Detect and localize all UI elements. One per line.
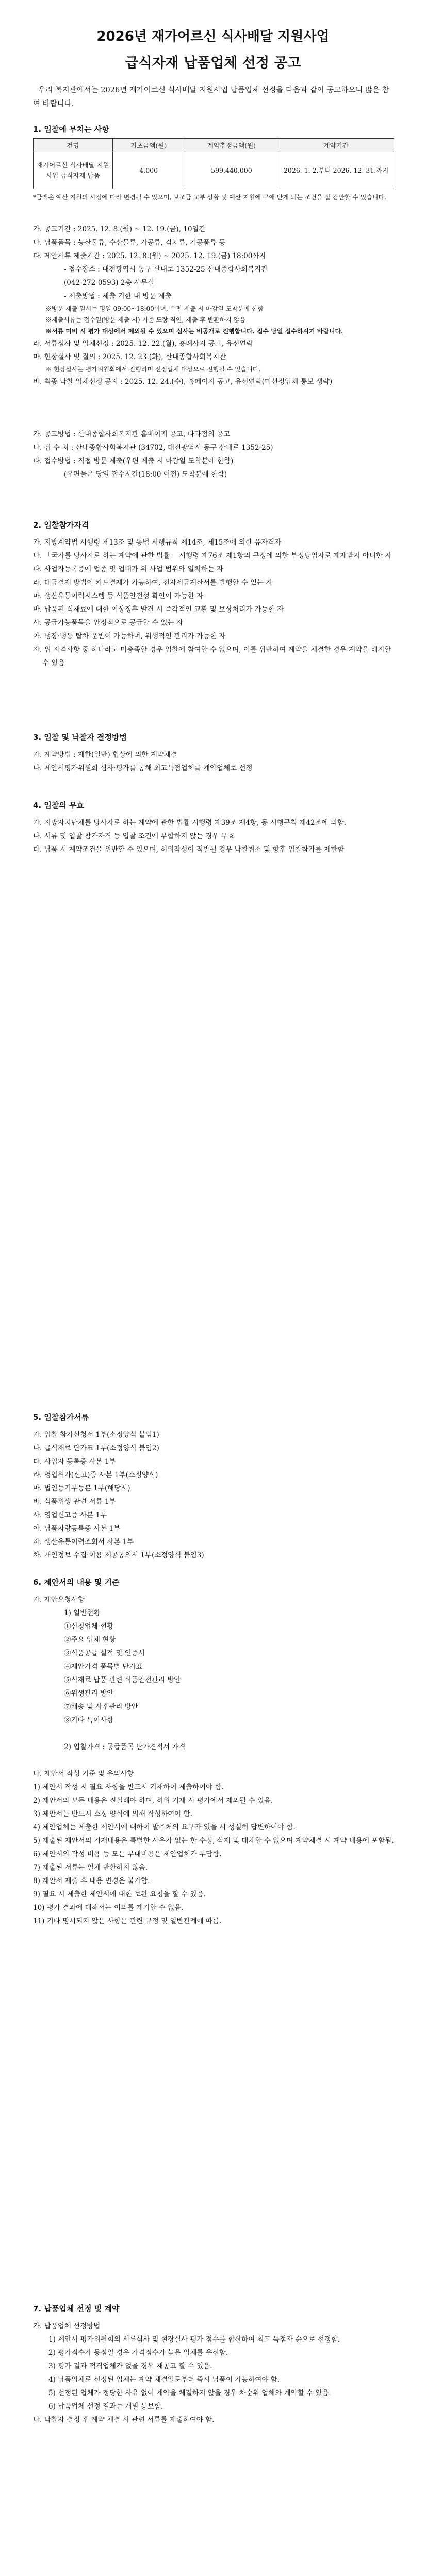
list-item: 마. 법인등기부등본 1부(해당시)	[33, 1484, 130, 1493]
list-item: 7) 제출된 서류는 일체 반환하지 않음.	[33, 1863, 148, 1872]
list-item: 나. 제안서평가위원회 심사·평가를 통해 최고득점업체를 계약업체로 선정	[33, 764, 253, 772]
list-note: ※ 현장실사는 평가위원회에서 진행하며 선정업체 대상으로 진행될 수 있습니다.	[45, 366, 261, 373]
list-item: 가. 입찰 참가신청서 1부(소정양식 붙임1)	[33, 1431, 159, 1439]
table-row	[34, 152, 394, 189]
section-8-heading: 7. 납품업체 선정 및 계약	[33, 2304, 120, 2313]
table-header-est: 계약추정금액(원)	[185, 139, 278, 152]
list-item: 3) 제안서는 반드시 소정 양식에 의해 작성하여야 함.	[33, 1810, 193, 1818]
table-header-period: 계약기간	[278, 139, 394, 152]
cell-base-amount: 4,000	[112, 152, 185, 189]
section-7-heading: 6. 제안서의 내용 및 기준	[33, 1578, 120, 1587]
section-8-body	[33, 2319, 394, 2427]
list-item: ⑥위생관리 방안	[64, 1689, 114, 1698]
list-item: 바. 최종 낙찰 업체선정 공지 : 2025. 12. 24.(수), 홈페이지 공고, 유선연락(미선정업체 통보 생략)	[33, 378, 333, 386]
list-note: ※제출서류는 접수일(방문 제출 시) 기준 도장 직인, 제출 후 반환하지 않음	[45, 316, 245, 324]
list-item: (042-272-0593) 2층 사무실	[64, 279, 154, 287]
list-item: 가. 공고방법 : 산내종합사회복지관 홈페이지 공고, 다과점의 공고	[33, 430, 231, 438]
list-item: 가. 계약방법 : 제한(일반) 협상에 의한 계약체결	[33, 751, 177, 759]
list-item: ⑦배송 및 사후관리 방안	[64, 1703, 138, 1711]
list-item: 라. 서류심사 및 업체선정 : 2025. 12. 22.(월), 흥례사지 공고, 유선연락	[33, 340, 253, 348]
list-item: 다. 접수방법 : 직접 방문 제출(우편 제출 시 마감일 도착분에 한함)	[33, 457, 234, 465]
section-6-body	[33, 1428, 394, 1562]
list-item: 자. 생산유통이력조회서 사본 1부	[33, 1538, 134, 1546]
list-item: 나. 서류 및 입찰 참가자격 등 입찰 조건에 부합하지 않는 경우 무효	[33, 832, 235, 840]
list-item: 나. 급식재료 단가표 1부(소정양식 붙임2)	[33, 1444, 159, 1452]
section-4-heading: 3. 입찰 및 낙찰자 결정방법	[33, 733, 127, 742]
list-item: 나. 접 수 처 : 산내종합사회복지관 (34702, 대전광역시 동구 산내로 1352-25)	[33, 444, 273, 452]
list-item: 가. 납품업체 선정방법	[33, 2322, 101, 2330]
list-item: - 제출방법 : 제출 기한 내 방문 제출	[64, 292, 172, 300]
cell-name: 재가어르신 식사배달 지원사업 급식자재 납품	[34, 152, 113, 189]
cell-period: 2026. 1. 2.부터 2026. 12. 31.까지	[278, 152, 394, 189]
list-item: 가. 지방자치단체를 당사자로 하는 계약에 관한 법률 시행령 제39조 제4항, 동 시행규칙 제42조에 의함.	[33, 819, 347, 827]
title-line-1: 2026년 재가어르신 식사배달 지원사업	[96, 29, 330, 44]
list-item: 다. 납품 시 계약조건을 위반할 수 있으며, 허위작성이 적발될 경우 낙찰취소 및 향후 입찰참가를 제한함	[33, 845, 345, 854]
list-item: 9) 필요 시 제출한 제안서에 대한 보완 요청을 할 수 있음.	[33, 1890, 206, 1899]
list-item: 라. 대금결제 방법이 카드결제가 가능하여, 전자세금계산서를 발행할 수 있는 자	[33, 579, 273, 587]
cell-est-amount: 599,440,000	[185, 152, 278, 189]
section-5-heading: 4. 입찰의 무효	[33, 801, 85, 810]
list-item: (우편물은 당일 접수시간(18:00 이전) 도착분에 한함)	[64, 470, 227, 479]
list-item: 차. 개인정보 수집·이용 제공동의서 1부(소정양식 붙임3)	[33, 1551, 204, 1560]
list-item: 11) 기타 명시되지 않은 사항은 관련 규정 및 일반관례에 따름.	[33, 1917, 222, 1925]
list-item: ⑤식재료 납품 관련 식품안전관리 방안	[64, 1676, 181, 1684]
list-item: 5) 제출된 제안서의 기재내용은 특별한 사유가 없는 한 수정, 삭제 및 대체할 수 없으며 계약체결 시 계약 내용에 포함됨.	[33, 1837, 394, 1845]
list-item: 라. 영업허가(신고)증 사본 1부(소정양식)	[33, 1471, 158, 1479]
table-header-row	[34, 139, 394, 152]
list-item: ④제안가격 품목별 단가표	[64, 1663, 143, 1671]
list-item: 나. 납품품목 : 농산물류, 수산물류, 가공류, 김치류, 기공품류 등	[33, 239, 226, 247]
list-item: 5) 선정된 업체가 정당한 사유 없이 계약을 체결하지 않을 경우 차순위 업체와 계약할 수 있음.	[48, 2389, 331, 2397]
list-item: 4) 납품업체로 선정된 업체는 계약 체결일로부터 즉시 납품이 가능하여야 함.	[48, 2376, 280, 2384]
list-item: 2) 평가점수가 동점일 경우 가격점수가 높은 업체를 우선함.	[48, 2349, 228, 2357]
list-note: ※방문 제출 일시는 평일 09:00~18:00이며, 우편 제출 시 마감일 도착분에 한함	[45, 305, 264, 312]
list-note-emphasis: ※서류 미비 시 평가 대상에서 제외될 수 있으며 심사는 비공개로 진행합니다. 접수 당일 접수하시기 바랍니다.	[45, 328, 343, 335]
list-item: 가. 지방계약법 시행령 제13조 및 동법 시행규칙 제14조, 제15조에 의한 유자격자	[33, 538, 282, 547]
section-3-body	[33, 536, 394, 670]
table-header-base: 기초금액(원)	[112, 139, 185, 152]
list-item: 6) 납품업체 선정 결과는 개별 통보함.	[48, 2402, 163, 2411]
list-item: ②주요 업체 현황	[64, 1636, 116, 1644]
list-item: 나. 낙찰자 결정 후 계약 체결 시 관련 서류를 제출하여야 함.	[33, 2416, 215, 2424]
list-item: 4) 제안업체는 제출한 제안서에 대하여 발주처의 요구가 있을 시 성실히 답변하여야 함.	[33, 1823, 296, 1832]
section-1-body	[33, 223, 394, 388]
list-item: 사. 영업신고증 사본 1부	[33, 1511, 107, 1519]
list-item: 1) 일반현황	[64, 1609, 101, 1617]
list-item: 10) 평가 결과에 대해서는 이의를 제기할 수 없음.	[33, 1904, 184, 1912]
list-item: 바. 식품위생 관련 서류 1부	[33, 1498, 116, 1506]
title-line-2: 급식자재 납품업체 선정 공고	[125, 55, 301, 71]
list-item: 다. 사업자 등록증 사본 1부	[33, 1458, 116, 1466]
list-item: 마. 생산유통이력시스템 등 식품안전성 확인이 가능한 자	[33, 592, 203, 600]
list-item: 자. 위 자격사항 중 하나라도 미충족할 경우 입찰에 참여할 수 없으며, 이를 위반하여 계약을 체결한 경우 계약을 해지할 수 있음	[33, 646, 391, 667]
list-item: 아. 냉장·냉동 탑차 운반이 가능하며, 위생적인 관리가 가능한 자	[33, 632, 226, 640]
list-item: 아. 납품차량등록증 사본 1부	[33, 1524, 121, 1533]
list-item: 다. 제안서류 제출기간 : 2025. 12. 8.(월) ~ 2025. 12. 19.(금) 18:00까지	[33, 252, 266, 260]
section-5-body	[33, 816, 394, 856]
list-item: ⑧기타 특이사항	[64, 1716, 114, 1724]
bid-info-table	[33, 138, 394, 189]
section-1-heading: 1. 입찰에 부치는 사항	[33, 125, 109, 134]
list-item: 나. 제안서 작성 기준 및 유의사항	[33, 1770, 134, 1778]
list-item: 사. 공급가능품목을 안정적으로 공급할 수 있는 자	[33, 619, 183, 627]
list-item: 마. 현장실사 및 질의 : 2025. 12. 23.(화), 산내종합사회복지관	[33, 353, 226, 361]
list-item: 나. 「국가를 당사자로 하는 계약에 관한 법률」 시행령 제76조 제1항의 규정에 의한 부정당업자로 제재받지 아니한 자	[33, 552, 392, 560]
intro-paragraph: 우리 복지관에서는 2026년 재가어르신 식사배달 지원사업 납품업체 선정을 다음과 같이 공고하오니 많은 참여 바랍니다.	[33, 86, 389, 108]
section-3-heading: 2. 입찰참가자격	[33, 520, 89, 530]
table-header-name: 건명	[34, 139, 113, 152]
list-item: 다. 사업자등록증에 업종 및 업태가 위 사업 범위와 일치하는 자	[33, 565, 223, 573]
list-item: 가. 제안요청사항	[33, 1596, 85, 1604]
table-note: *금액은 예산 지원의 사정에 따라 변경될 수 있으며, 보조금 교부 상황 및 예산 지원에 구애 받게 되는 조건을 잘 감안할 수 있습니다.	[33, 194, 386, 201]
section-2-body	[33, 428, 394, 481]
list-item: 1) 제안서 작성 시 필요 사항을 반드시 기재하여 제출하여야 함.	[33, 1783, 224, 1791]
list-item: 3) 평가 결과 적격업체가 없을 경우 재공고 할 수 있음.	[48, 2362, 212, 2370]
list-item: 6) 제안서의 작성 비용 등 모든 부대비용은 제안업체가 부담함.	[33, 1850, 222, 1858]
list-item: 1) 제안서 평가위원회의 서류심사 및 현장실사 평가 점수를 합산하여 최고 득점자 순으로 선정함.	[48, 2335, 340, 2344]
list-item: ①신청업체 현황	[64, 1622, 114, 1631]
section-4-body	[33, 748, 394, 775]
list-item: ③식품공급 실적 및 인증서	[64, 1649, 145, 1657]
section-6-heading: 5. 입찰참가서류	[33, 1413, 89, 1422]
list-item: 가. 공고기간 : 2025. 12. 8.(월) ~ 12. 19.(금), 10일간	[33, 225, 206, 233]
section-7-body	[33, 1593, 394, 1928]
list-item: 2) 입찰가격 : 공급품목 단가견적서 가격	[64, 1743, 186, 1751]
list-item: 바. 납품된 식재료에 대한 이상징후 발견 시 즉각적인 교환 및 보상처리가 가능한 자	[33, 605, 284, 614]
list-item: 2) 제안서의 모든 내용은 진실해야 하며, 허위 기재 시 평가에서 제외될 수 있음.	[33, 1797, 273, 1805]
list-item: - 접수장소 : 대전광역시 동구 산내로 1352-25 산내종합사회복지관	[64, 265, 268, 274]
list-item: 8) 제안서 제출 후 내용 변경은 불가함.	[33, 1877, 150, 1885]
